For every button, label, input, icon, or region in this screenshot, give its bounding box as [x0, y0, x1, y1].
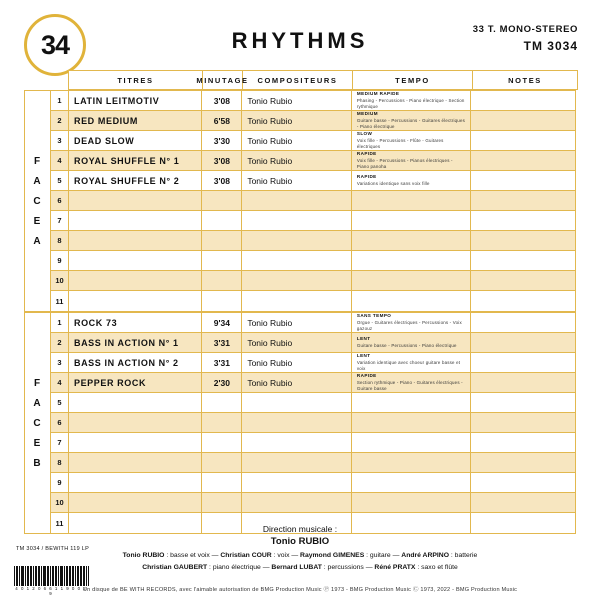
face-a-label	[25, 91, 51, 311]
track-notes	[471, 493, 575, 512]
face-b-track-rows	[51, 313, 575, 533]
track-title	[69, 493, 202, 512]
track-duration	[202, 433, 242, 452]
credit-role: : guitare —	[364, 552, 402, 559]
track-notes	[471, 231, 575, 250]
face-b-letter: F	[33, 377, 42, 389]
table-row	[51, 91, 575, 111]
track-notes	[471, 111, 575, 130]
track-title	[69, 433, 202, 452]
track-tempo	[352, 151, 472, 170]
column-header-tempo: TEMPO	[353, 71, 473, 89]
track-notes	[471, 333, 575, 352]
row-number: 9	[51, 251, 69, 270]
track-notes	[471, 473, 575, 492]
row-number: 5	[51, 171, 69, 190]
track-tempo	[352, 313, 472, 332]
table-column-headers	[68, 70, 578, 90]
tempo-description: Variations identique sans voix fille	[356, 180, 430, 186]
track-title	[69, 251, 202, 270]
table-row	[51, 111, 575, 131]
track-title	[69, 271, 202, 290]
track-duration	[202, 393, 242, 412]
track-composer	[242, 433, 352, 452]
track-title	[69, 393, 202, 412]
track-notes	[471, 291, 575, 311]
track-tempo	[352, 131, 472, 150]
track-tempo	[352, 231, 472, 250]
format-label: 33 T. MONO-STEREO	[472, 24, 578, 35]
tempo-label: SANS TEMPO	[356, 313, 392, 319]
face-b-letter: E	[33, 437, 42, 449]
track-tempo	[352, 191, 472, 210]
row-number: 4	[51, 373, 69, 392]
track-tempo	[352, 291, 472, 311]
track-duration: 3'31	[202, 353, 242, 372]
musician-credits	[0, 550, 600, 573]
face-a-letter: A	[33, 175, 42, 187]
track-composer	[242, 453, 352, 472]
track-composer	[242, 211, 352, 230]
credit-name: Bernard LUBAT	[271, 563, 322, 571]
track-title: ROYAL SHUFFLE N° 1	[69, 151, 202, 170]
face-b-label	[25, 313, 51, 533]
barcode	[14, 560, 88, 586]
credit-role: : batterie	[449, 552, 478, 559]
face-b-block	[24, 312, 576, 534]
track-tempo	[352, 333, 472, 352]
credits-line-1	[0, 550, 600, 562]
credit-name: Raymond GIMENES	[300, 552, 365, 559]
table-row	[51, 433, 575, 453]
track-duration: 3'31	[202, 333, 242, 352]
column-header-titres: TITRES	[69, 71, 203, 89]
tempo-label: MEDIUM RAPIDE	[356, 91, 400, 97]
row-number: 11	[51, 291, 69, 311]
track-title: RED MEDIUM	[69, 111, 202, 130]
row-number: 2	[51, 333, 69, 352]
face-a-block	[24, 90, 576, 312]
face-a-letter: E	[33, 215, 42, 227]
track-title: BASS IN ACTION N° 2	[69, 353, 202, 372]
table-row	[51, 473, 575, 493]
row-number: 8	[51, 453, 69, 472]
track-composer: Tonio Rubio	[242, 111, 352, 130]
column-header-compositeurs: COMPOSITEURS	[243, 71, 353, 89]
track-notes	[471, 251, 575, 270]
catalog-info	[473, 24, 578, 53]
track-tempo	[352, 373, 472, 392]
track-title	[69, 413, 202, 432]
credit-role: : piano électrique —	[207, 563, 272, 571]
track-notes	[471, 393, 575, 412]
page-title: RHYTHMS	[231, 28, 369, 53]
credits-line-2	[0, 562, 600, 574]
track-title: LATIN LEITMOTIV	[69, 91, 202, 110]
track-composer: Tonio Rubio	[242, 151, 352, 170]
track-tempo	[352, 251, 472, 270]
track-composer: Tonio Rubio	[242, 171, 352, 190]
table-row	[51, 453, 575, 473]
track-composer: Tonio Rubio	[242, 313, 352, 332]
track-composer: Tonio Rubio	[242, 373, 352, 392]
track-composer: Tonio Rubio	[242, 91, 352, 110]
track-duration: 3'08	[202, 171, 242, 190]
face-a-track-rows	[51, 91, 575, 311]
tempo-label: LENT	[356, 353, 371, 359]
track-tempo	[352, 413, 472, 432]
direction-label: Direction musicale :	[262, 524, 338, 534]
tempo-label: RAPIDE	[356, 174, 377, 180]
track-notes	[471, 151, 575, 170]
track-notes	[471, 313, 575, 332]
track-composer	[242, 191, 352, 210]
table-row	[51, 291, 575, 311]
face-a-letter: C	[33, 195, 42, 207]
table-row	[51, 131, 575, 151]
table-row	[51, 151, 575, 171]
track-duration: 6'58	[202, 111, 242, 130]
row-number: 3	[51, 353, 69, 372]
row-number: 7	[51, 433, 69, 452]
track-duration	[202, 231, 242, 250]
track-tempo	[352, 171, 472, 190]
column-header-minutage: MINUTAGE	[203, 71, 243, 89]
track-title: DEAD SLOW	[69, 131, 202, 150]
track-duration	[202, 271, 242, 290]
row-number: 5	[51, 393, 69, 412]
row-number: 11	[51, 513, 69, 533]
track-composer: Tonio Rubio	[242, 333, 352, 352]
track-tempo	[352, 433, 472, 452]
track-notes	[471, 271, 575, 290]
direction-name: Tonio RUBIO	[270, 536, 330, 547]
catalog-number: TM 3034	[523, 39, 578, 53]
row-number: 4	[51, 151, 69, 170]
table-row	[51, 251, 575, 271]
tempo-label: MEDIUM	[356, 111, 378, 117]
track-duration	[202, 493, 242, 512]
credit-role: : saxo et flûte	[415, 563, 458, 571]
table-row	[51, 191, 575, 211]
track-tempo	[352, 453, 472, 472]
track-notes	[471, 171, 575, 190]
credit-name: Tonio RUBIO	[122, 552, 165, 559]
track-duration	[202, 473, 242, 492]
table-row	[51, 413, 575, 433]
row-number: 2	[51, 111, 69, 130]
track-notes	[471, 211, 575, 230]
track-tempo	[352, 271, 472, 290]
row-number: 8	[51, 231, 69, 250]
track-duration	[202, 251, 242, 270]
track-notes	[471, 131, 575, 150]
track-notes	[471, 91, 575, 110]
table-row	[51, 493, 575, 513]
track-title: ROYAL SHUFFLE N° 2	[69, 171, 202, 190]
tempo-description: Variation identique avec choeur guitare basse et voix	[356, 359, 461, 371]
track-composer	[242, 473, 352, 492]
volume-badge: 34	[24, 14, 86, 76]
table-row	[51, 333, 575, 353]
track-composer	[242, 251, 352, 270]
credit-name: Réné PRATX	[374, 563, 416, 571]
table-row	[51, 313, 575, 333]
row-number: 10	[51, 493, 69, 512]
track-notes	[471, 353, 575, 372]
track-duration: 3'08	[202, 151, 242, 170]
track-composer: Tonio Rubio	[242, 353, 352, 372]
tempo-description: Guitare basse - Percussions - Guitares électriques - Piano électrique	[356, 117, 465, 129]
track-tempo	[352, 91, 472, 110]
face-a-letter: A	[33, 235, 42, 247]
track-notes	[471, 191, 575, 210]
track-tempo	[352, 353, 472, 372]
track-notes	[471, 373, 575, 392]
track-title	[69, 231, 202, 250]
track-duration: 2'30	[202, 373, 242, 392]
table-row	[51, 393, 575, 413]
face-b-letter: A	[33, 397, 42, 409]
track-tempo	[352, 473, 472, 492]
table-row	[51, 171, 575, 191]
track-title	[69, 191, 202, 210]
tempo-label: RAPIDE	[356, 373, 377, 379]
track-duration	[202, 413, 242, 432]
row-number: 6	[51, 191, 69, 210]
face-a-letter: F	[33, 155, 42, 167]
legal-text: Un disque de BE WITH RECORDS, avec l'aimable autorisation de BMG Production Music Ⓟ 1973 - BMG Production Music Ⓒ 1973, 2022 - BMG Production Music	[82, 587, 518, 593]
credit-role: : voix —	[271, 552, 301, 559]
credit-name: André ARPINO	[401, 552, 449, 559]
track-composer	[242, 393, 352, 412]
tempo-description: Section rythmique - Piano - Guitares électriques - Guitare basse	[356, 379, 463, 391]
track-title	[69, 291, 202, 311]
table-row	[51, 211, 575, 231]
table-row	[51, 373, 575, 393]
credit-name: Christian COUR	[220, 552, 272, 559]
row-number: 9	[51, 473, 69, 492]
tempo-description: Voix fille - Percussions - Pianos électriques - Piano panoha	[356, 157, 453, 169]
row-number: 7	[51, 211, 69, 230]
credit-role: : percussions —	[321, 563, 375, 571]
barcode-number: 4 0 1 2 0 6 6 1 1 9 0 0 2 9	[15, 586, 87, 596]
track-duration	[202, 291, 242, 311]
track-title: ROCK 73	[69, 313, 202, 332]
track-duration: 9'34	[202, 313, 242, 332]
track-duration: 3'30	[202, 131, 242, 150]
tempo-description: Voix fille - Percussions - Flûte - Guitares électriques	[356, 137, 444, 149]
table-row	[51, 271, 575, 291]
header	[0, 0, 600, 66]
table-row	[51, 231, 575, 251]
track-tempo	[352, 493, 472, 512]
track-title	[69, 453, 202, 472]
table-row	[51, 353, 575, 373]
track-notes	[471, 413, 575, 432]
track-composer	[242, 291, 352, 311]
track-composer	[242, 271, 352, 290]
track-tempo	[352, 211, 472, 230]
column-header-notes: NOTES	[508, 75, 542, 85]
track-notes	[471, 433, 575, 452]
track-duration	[202, 191, 242, 210]
track-notes	[471, 453, 575, 472]
track-duration	[202, 453, 242, 472]
tempo-description: Phasing - Percussions - Piano électrique - Section rythmique	[356, 97, 465, 109]
track-title: PEPPER ROCK	[69, 373, 202, 392]
track-tempo	[352, 111, 472, 130]
track-title	[69, 473, 202, 492]
face-b-letter: C	[33, 417, 42, 429]
track-duration	[202, 211, 242, 230]
row-number: 10	[51, 271, 69, 290]
track-duration: 3'08	[202, 91, 242, 110]
tempo-label: RAPIDE	[356, 151, 377, 157]
track-composer	[242, 413, 352, 432]
track-composer	[242, 231, 352, 250]
tempo-label: LENT	[356, 336, 371, 342]
tempo-description: Guitare basse - Percussions - Piano électrique	[356, 342, 457, 348]
track-composer: Tonio Rubio	[242, 131, 352, 150]
row-number: 6	[51, 413, 69, 432]
track-tempo	[352, 393, 472, 412]
credit-role: : basse et voix —	[164, 552, 221, 559]
tempo-description: Orgue - Guitares électriques - Percussions - Voix gazouz	[356, 319, 462, 331]
row-number: 3	[51, 131, 69, 150]
credit-name: Christian GAUBERT	[142, 563, 208, 571]
track-title: BASS IN ACTION N° 1	[69, 333, 202, 352]
face-b-letter: B	[33, 457, 42, 469]
row-number: 1	[51, 313, 69, 332]
row-number: 1	[51, 91, 69, 110]
tempo-label: SLOW	[356, 131, 373, 137]
track-title	[69, 211, 202, 230]
musical-direction	[0, 524, 600, 547]
track-composer	[242, 493, 352, 512]
catalog-left-label: TM 3034 / BEWITH 119 LP	[16, 546, 90, 552]
